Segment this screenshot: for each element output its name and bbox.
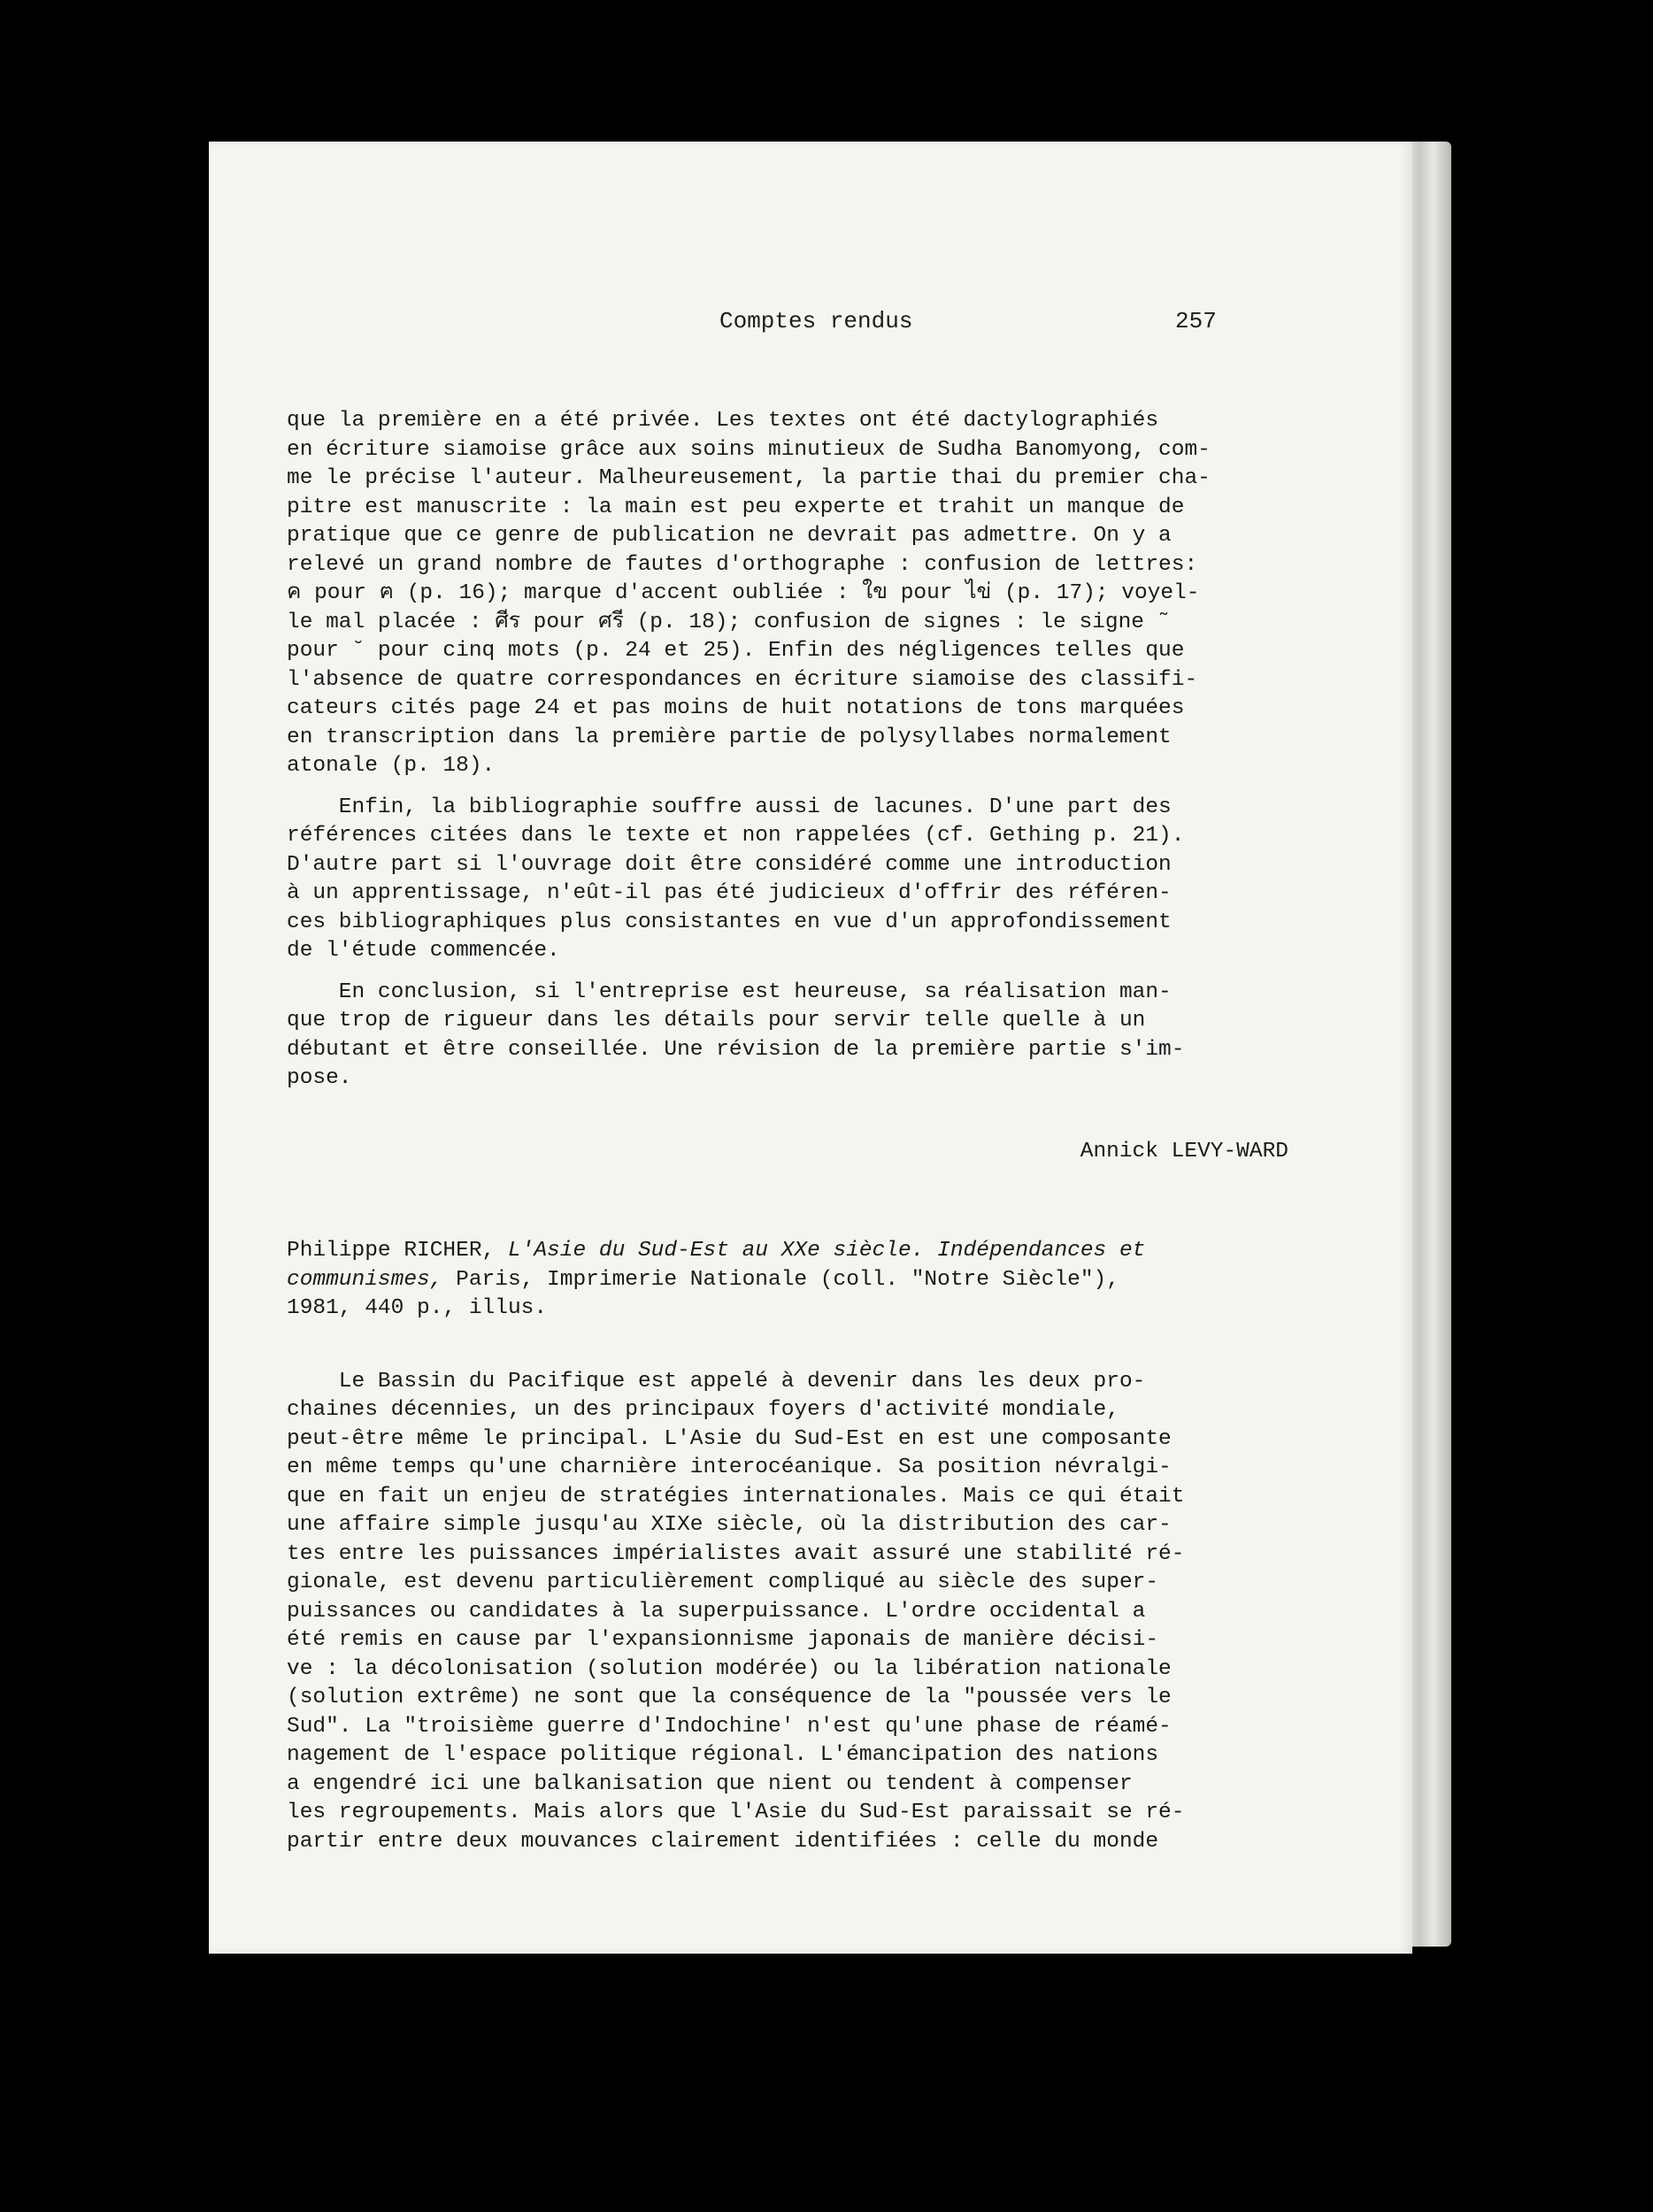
text-line: En conclusion, si l'entreprise est heureuse, sa réalisation man- — [287, 979, 1172, 1004]
text-line: cateurs cités page 24 et pas moins de huit notations de tons marquées — [287, 696, 1185, 720]
text-line: de l'étude commencée. — [287, 939, 560, 963]
text-line: l'absence de quatre correspondances en écriture siamoise des classifi- — [287, 667, 1198, 692]
reference-line: 1981, 440 p., illus. — [287, 1296, 548, 1320]
book-reference — [287, 1237, 1331, 1324]
text-line: débutant et être conseillée. Une révision de la première partie s'im- — [287, 1037, 1185, 1062]
text-line: (solution extrême) ne sont que la conséquence de la "poussée vers le — [287, 1686, 1172, 1709]
body-text — [287, 407, 1331, 1856]
text-line: Sud". La "troisième guerre d'Indochine' n'est qu'une phase de réamé- — [287, 1714, 1172, 1739]
reference-author: Philippe RICHER, — [287, 1239, 508, 1263]
paragraph-3 — [287, 979, 1331, 1094]
paragraph-2 — [287, 794, 1331, 966]
paragraph-1 — [287, 407, 1331, 781]
reference-line — [287, 1266, 1331, 1295]
text-line: ces bibliographiques plus consistantes en vue d'un approfondissement — [287, 910, 1172, 934]
text-line: peut-être même le principal. L'Asie du Sud-Est en est une composante — [287, 1426, 1172, 1451]
text-line: Le Bassin du Pacifique est appelé à devenir dans les deux pro- — [287, 1369, 1146, 1394]
reference-publisher: Paris, Imprimerie Nationale (coll. "Notre Siècle"), — [442, 1267, 1119, 1292]
text-line: ve : la décolonisation (solution modérée) ou la libération nationale — [287, 1656, 1172, 1681]
review-paragraph — [287, 1368, 1331, 1857]
review-signature: Annick LEVY-WARD — [1080, 1139, 1288, 1164]
text-line: pour ˘ pour cinq mots (p. 24 et 25). Enfin des négligences telles que — [287, 639, 1185, 663]
text-line: puissances ou candidates à la superpuissance. L'ordre occidental a — [287, 1599, 1146, 1624]
text-line: une affaire simple jusqu'au XIXe siècle, où la distribution des car- — [287, 1513, 1172, 1537]
text-line: en écriture siamoise grâce aux soins minutieux de Sudha Banomyong, com- — [287, 437, 1211, 462]
running-header — [209, 308, 1412, 343]
text-line: en transcription dans la première partie de polysyllabes normalement — [287, 725, 1172, 749]
text-line: ค pour ฅ (p. 16); marque d'accent oubliée : ใข pour ไข่ (p. 17); voyel- — [287, 581, 1200, 605]
text-line: références citées dans le texte et non rappelées (cf. Gething p. 21). — [287, 824, 1185, 848]
reference-title-cont: communismes, — [287, 1267, 443, 1292]
text-line: que trop de rigueur dans les détails pour servir telle quelle à un — [287, 1009, 1146, 1033]
book-page — [209, 142, 1412, 1954]
text-line: pose. — [287, 1066, 352, 1090]
text-line: en même temps qu'une charnière interocéanique. Sa position névralgi- — [287, 1455, 1172, 1479]
text-line: nagement de l'espace politique régional. L'émancipation des nations — [287, 1743, 1159, 1767]
text-line: les regroupements. Mais alors que l'Asie du Sud-Est paraissait se ré- — [287, 1801, 1185, 1824]
text-line: que en fait un enjeu de stratégies internationales. Mais ce qui était — [287, 1484, 1185, 1509]
text-line: à un apprentissage, n'eût-il pas été judicieux d'offrir des référen- — [287, 881, 1172, 905]
text-line: tes entre les puissances impérialistes avait assuré une stabilité ré- — [287, 1541, 1185, 1566]
reference-title: L'Asie du Sud-Est au XXe siècle. Indépendances et — [507, 1239, 1146, 1263]
text-line: été remis en cause par l'expansionnisme japonais de manière décisi- — [287, 1628, 1159, 1652]
text-line: atonale (p. 18). — [287, 754, 496, 778]
text-line: a engendré ici une balkanisation que nient ou tendent à compenser — [287, 1771, 1133, 1796]
text-line: chaines décennies, un des principaux foyers d'activité mondiale, — [287, 1398, 1119, 1422]
text-line: me le précise l'auteur. Malheureusement, la partie thai du premier cha- — [287, 466, 1211, 490]
text-line: pratique que ce genre de publication ne devrait pas admettre. On y a — [287, 524, 1172, 548]
text-line: que la première en a été privée. Les textes ont été dactylographiés — [287, 409, 1159, 433]
page-number: 257 — [1175, 308, 1217, 334]
text-line: gionale, est devenu particulièrement compliqué au siècle des super- — [287, 1571, 1159, 1594]
text-line: D'autre part si l'ouvrage doit être considéré comme une introduction — [287, 852, 1172, 877]
reference-line — [287, 1237, 1331, 1266]
text-line: pitre est manuscrite : la main est peu experte et trahit un manque de — [287, 495, 1185, 519]
text-line: partir entre deux mouvances clairement identifiées : celle du monde — [287, 1829, 1159, 1854]
text-line: Enfin, la bibliographie souffre aussi de lacunes. D'une part des — [287, 795, 1172, 819]
text-line: le mal placée : ศีร pour ศรี (p. 18); confusion de signes : le signe ˜ — [287, 610, 1171, 634]
running-title: Comptes rendus — [719, 308, 913, 334]
text-line: relevé un grand nombre de fautes d'orthographe : confusion de lettres: — [287, 552, 1198, 577]
